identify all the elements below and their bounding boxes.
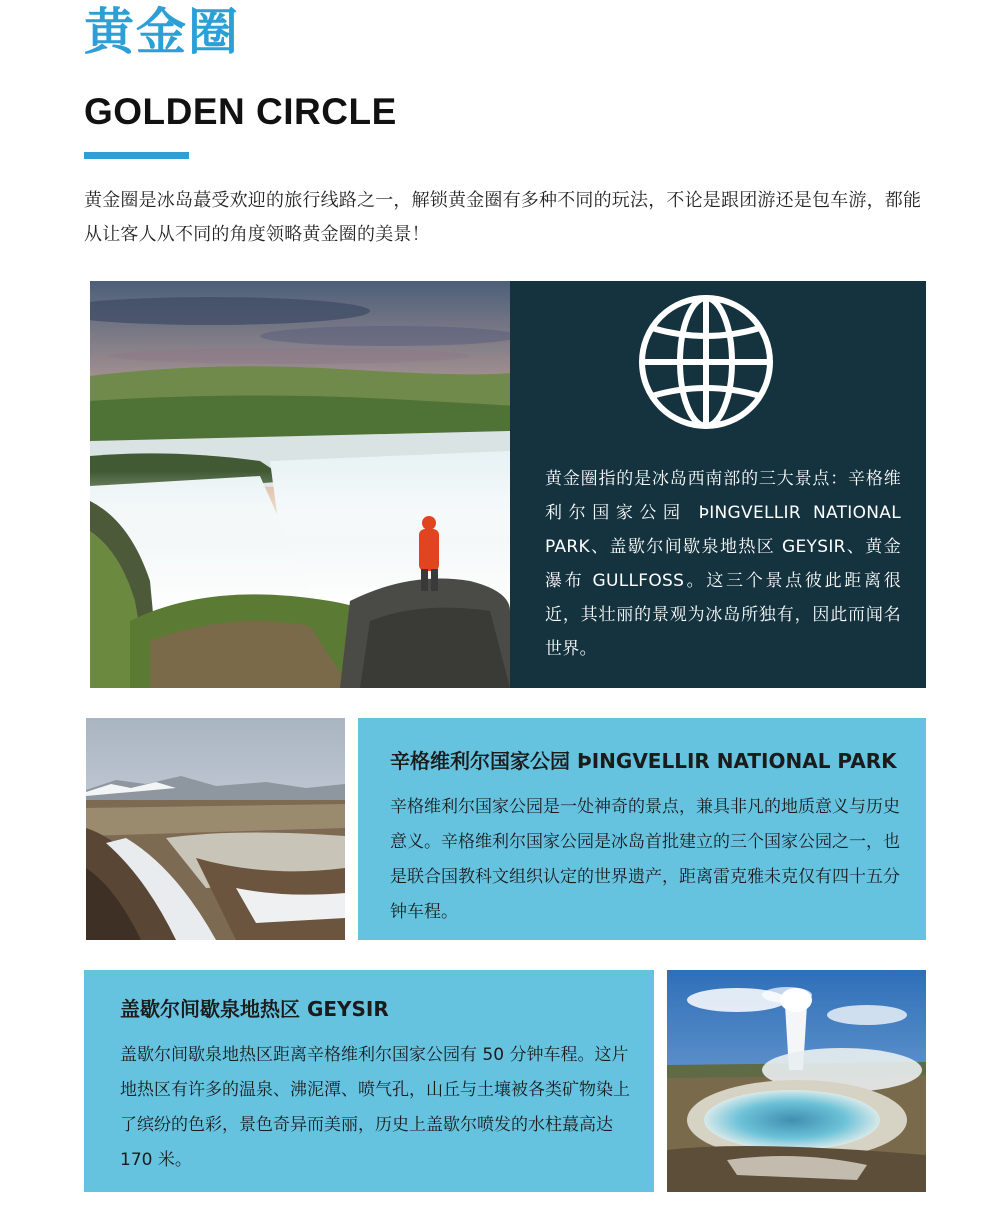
waterfall-photo (90, 281, 510, 688)
thingvellir-text: 辛格维利尔国家公园是一处神奇的景点，兼具非凡的地质意义与历史意义。辛格维利尔国家公园是冰岛首批建立的三个国家公园之一，也是联合国教科文组织认定的世界遗产，距离雷克雅未克仅有四十五分钟车程。 (390, 797, 900, 922)
geysir-photo (667, 970, 926, 1192)
thingvellir-panel (358, 718, 926, 940)
intro-paragraph: 黄金圈是冰岛蕞受欢迎的旅行线路之一，解锁黄金圈有多种不同的玩法，不论是跟团游还是包车游，都能从让客人从不同的角度领略黄金圈的美景！ (84, 190, 922, 245)
thingvellir-title: 辛格维利尔国家公园 ÞINGVELLIR NATIONAL PARK (390, 749, 897, 773)
overview-panel (510, 281, 926, 688)
page-title-en: GOLDEN CIRCLE (84, 91, 397, 132)
thingvellir-photo (86, 718, 345, 940)
geysir-panel (84, 970, 654, 1192)
geysir-title: 盖歇尔间歇泉地热区 GEYSIR (120, 997, 389, 1021)
globe-icon (636, 294, 776, 430)
overview-text: 黄金圈指的是冰岛西南部的三大景点：辛格维利尔国家公园 ÞINGVELLIR NATIONAL PARK、盖歇尔间歇泉地热区 GEYSIR、黄金瀑布 GULLFOSS。这三个景点彼此距离很近，其壮丽的景观为冰岛所独有，因此而闻名世界。 (545, 469, 901, 659)
title-underline (84, 152, 189, 159)
geysir-text: 盖歇尔间歇泉地热区距离辛格维利尔国家公园有 50 分钟车程。这片地热区有许多的温泉、沸泥潭、喷气孔，山丘与土壤被各类矿物染上了缤纷的色彩，景色奇异而美丽，历史上盖歇尔喷发的水柱蕞高达 170 米。 (120, 1045, 630, 1170)
page-title-cn: 黄金圈 (84, 3, 240, 61)
